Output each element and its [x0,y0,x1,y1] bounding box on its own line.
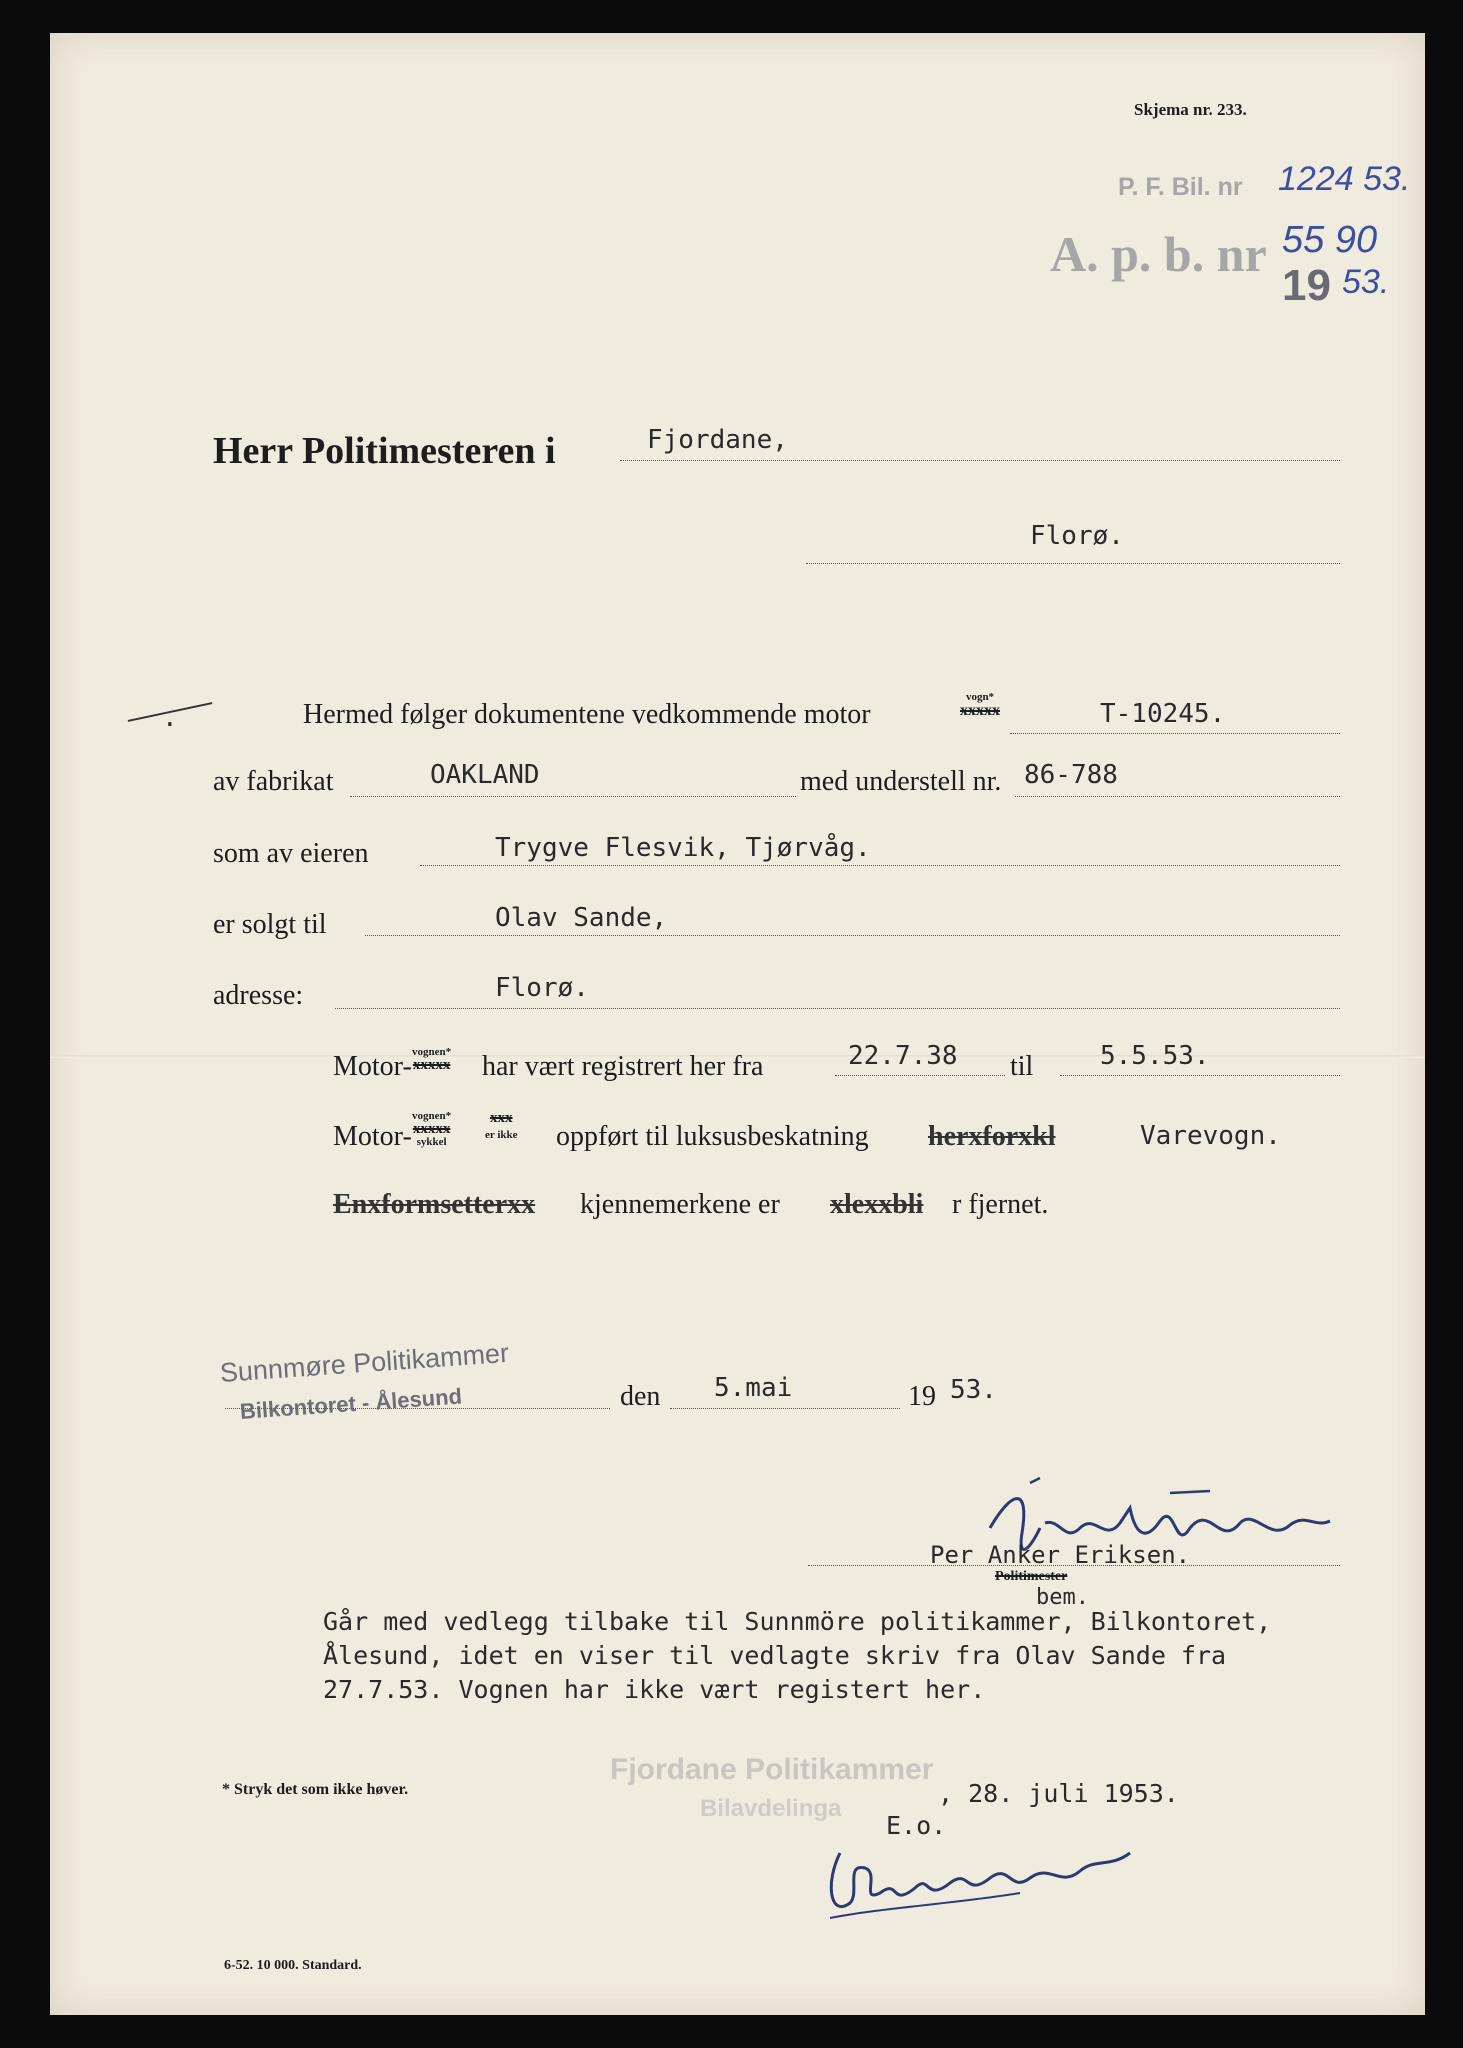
print-info: 6-52. 10 000. Standard. [224,1958,362,1973]
reply-eo: E.o. [886,1811,947,1840]
margin-dot: . [162,703,178,733]
reg-word-struck: xxxxx [412,1057,451,1073]
owner-line [420,865,1340,866]
signer-name: Per Anker Eriksen. [930,1541,1191,1569]
city-line [806,563,1340,564]
lux-status-bottom: er ikke [485,1129,518,1141]
date-line [670,1408,900,1409]
lux-struck-text: herxforxkl [928,1121,1056,1152]
owner-value: Trygve Flesvik, Tjørvåg. [495,833,871,863]
make-line [350,796,796,797]
archive-year-suffix: 53. [1342,263,1390,301]
intro-text: Hermed følger dokumentene vedkommende motor [303,699,871,730]
signer-title-struck: Politimester [995,1569,1068,1584]
lux-word-bottom: sykkel [416,1136,447,1148]
archive-year: 19 [1282,261,1331,310]
address-label: adresse: [213,980,304,1011]
plates-text: kjennemerkene er [580,1189,780,1220]
chassis-line [1015,796,1340,797]
date-year: 53. [950,1375,997,1405]
sold-label: er solgt til [213,909,327,940]
make-label: av fabrikat [213,766,334,797]
lux-status [485,1111,518,1141]
sender-stamp-line2: Bilkontoret - Ålesund [239,1383,463,1424]
lux-status-top: xxx [490,1110,513,1126]
owner-label: som av eieren [213,838,369,869]
date-label: den [620,1381,661,1412]
reg-word-top: vognen* [412,1046,452,1058]
signer-role: bem. [1036,1585,1089,1610]
reply-date: , 28. juli 1953. [938,1779,1179,1808]
reply-stamp-line1: Fjordane Politikammer [610,1753,934,1786]
recipient-district: Fjordane, [647,425,788,455]
district-line [620,460,1340,461]
pf-value: 1224 53. [1278,160,1411,198]
make-value: OAKLAND [430,760,540,790]
sender-stamp-line1: Sunnmøre Politikammer [218,1337,510,1388]
registration-line [1010,733,1340,734]
reply-stamp-line2: Bilavdelinga [700,1795,842,1822]
lux-class: Varevogn. [1140,1121,1281,1151]
apb-label: A. p. b. nr [1050,226,1267,282]
address-line [335,1008,1340,1009]
reg-prefix: Motor- [333,1051,412,1082]
chassis-label: med understell nr. [800,766,1002,797]
reg-until-label: til [1010,1051,1034,1082]
date-year-prefix: 19 [908,1381,936,1412]
reply-line-2: Ålesund, idet en viser til vedlagte skriv fra Olav Sande fra [323,1641,1227,1670]
lux-text: oppført til luksusbeskatning [556,1121,869,1152]
lux-word-top: vognen* [412,1110,452,1122]
lux-word [412,1111,451,1148]
footnote: * Stryk det som ikke høver. [222,1781,409,1798]
plates-struck: Enxformsetterxx [333,1189,536,1220]
reg-from: 22.7.38 [848,1041,958,1071]
reg-word [412,1047,451,1073]
apb-value: 55 90 [1282,219,1378,261]
reply-line-1: Går med vedlegg tilbake til Sunnmöre politikammer, Bilkontoret, [323,1607,1272,1636]
form-number: Skjema nr. 233. [1134,100,1247,119]
buyer-line [365,935,1340,936]
buyer-value: Olav Sande, [495,903,668,933]
salutation: Herr Politimesteren i [213,430,556,472]
reply-line-3: 27.7.53. Vognen har ikke vært registert her. [323,1675,986,1704]
pf-label: P. F. Bil. nr [1118,173,1243,201]
chassis-value: 86-788 [1024,760,1118,790]
vehicle-word [960,692,1000,719]
document-page [50,33,1425,2015]
reg-until: 5.5.53. [1100,1041,1210,1071]
vehicle-word-struck: xxxxx [960,702,1000,719]
plates-end: r fjernet. [952,1189,1049,1220]
reg-text: har vært registrert her fra [482,1051,764,1082]
vehicle-word-top: vogn* [965,691,995,703]
reg-from-line [835,1075,1005,1076]
address-value: Florø. [495,973,589,1003]
reg-until-line [1060,1075,1340,1076]
place-line [225,1408,610,1409]
plates-struck-2: xlexxbli [830,1189,924,1220]
recipient-city: Florø. [1030,521,1124,551]
registration-number: T-10245. [1100,699,1226,729]
lux-prefix: Motor- [333,1121,412,1152]
reply-signature [820,1823,1150,1933]
date-day: 5.mai [714,1373,793,1403]
lux-word-struck: xxxxx [412,1121,451,1137]
